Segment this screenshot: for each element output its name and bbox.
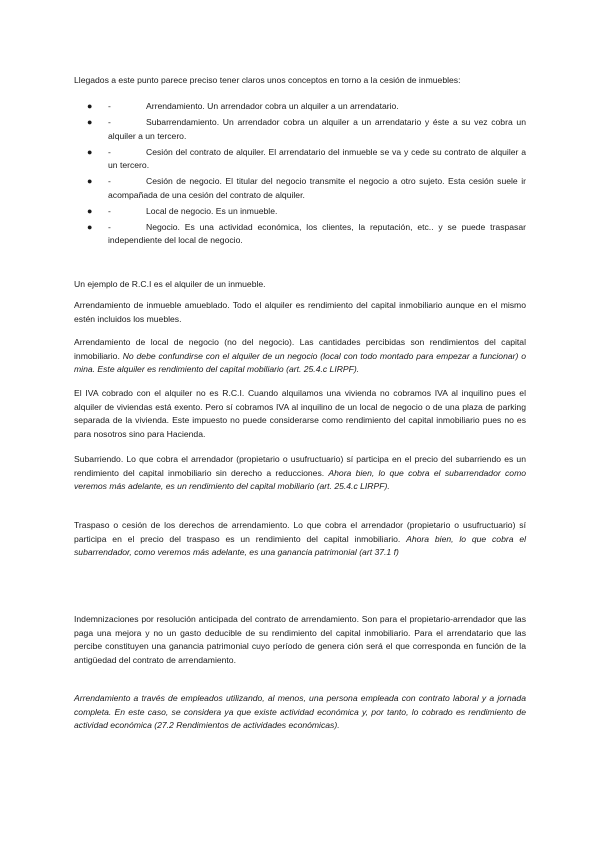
dash-marker: - [108, 101, 111, 111]
bullet-icon: ● [87, 146, 93, 157]
list-item [74, 175, 526, 202]
intro-paragraph: Llegados a este punto parece preciso tener claros unos conceptos en torno a la cesión de inmuebles: [74, 75, 461, 85]
transfer-note: Ahora bien, lo que cobra el subarrendador, como veremos más adelante, es una ganancia patrimonial (art 37.1 f) [74, 533, 527, 557]
employee-rental-paragraph [74, 692, 526, 733]
business-premises-paragraph [74, 336, 526, 377]
transfer-text: Traspaso o cesión de los derechos de arrendamiento. Lo que cobra el arrendador (propietario o usufructuario) sí participa en el precio del traspaso es un rendimiento del capital inmobiliario. [74, 520, 526, 544]
list-item-text: Local de negocio. Es un inmueble. [146, 205, 278, 216]
dash-marker: - [108, 205, 111, 216]
business-premises-text: Arrendamiento de local de negocio (no del negocio). Las cantidades percibidas son rendimientos del capital inmobiliario. [74, 337, 526, 361]
transfer-paragraph [74, 519, 526, 560]
list-item-text: Negocio. Es una actividad económica, los clientes, la reputación, etc.. y se puede traspasar independiente del local de negocio. [108, 221, 526, 245]
list-item [74, 100, 526, 114]
iva-paragraph: El IVA cobrado con el alquiler no es R.C.I. Cuando alquilamos una vivienda no cobramos IVA al inquilino pues el alquiler de viviendas está exento. Pero sí cobramos IVA al inquilino de un local de negocio o de una plaza de parking separada de la vivienda. Este impuesto no puede considerarse como rendimiento del capital inmobiliario pues no es para nosotros sino para Hacienda. [74, 388, 526, 439]
business-premises-note: No debe confundirse con el alquiler de un negocio (local con todo montado para empezar a funcionar) o mina. Este alquiler es rendimiento del capital mobiliario (art. 25.4.c LIRPF). [74, 350, 526, 374]
list-item [74, 205, 526, 219]
employee-rental-text: Arrendamiento a través de empleados utilizando, al menos, una persona empleada con contrato laboral y a jornada completa. En este caso, se considera ya que existe actividad económica y, por tanto, lo cobrado es rendimiento de actividad económica (27.2 Rendimientos de actividades económicas). [74, 693, 526, 730]
example-paragraph: Un ejemplo de R.C.I es el alquiler de un inmueble. [74, 279, 266, 289]
sublease-text: Subarriendo. Lo que cobra el arrendador (propietario o usufructuario) sí participa en el precio del subarriendo es un rendimiento del capital inmobiliario sin derecho a reducciones. [74, 454, 526, 478]
list-item-text: Cesión del contrato de alquiler. El arrendatario del inmueble se va y cede su contrato de alquiler a un tercero. [108, 146, 526, 170]
furnished-rental-paragraph: Arrendamiento de inmueble amueblado. Todo el alquiler es rendimiento del capital inmobiliario aunque en el mismo estén incluidos los muebles. [74, 300, 526, 324]
list-item [74, 116, 526, 143]
dash-marker: - [108, 176, 111, 186]
list-item-text: Arrendamiento. Un arrendador cobra un alquiler a un arrendatario. [146, 101, 399, 111]
dash-marker: - [108, 221, 111, 232]
bullet-icon: ● [87, 101, 93, 111]
indemnities-paragraph: Indemnizaciones por resolución anticipada del contrato de arrendamiento. Son para el propietario-arrendador que las paga una mejora y no un gasto deducible de su rendimiento del capital inmobiliario. Para el arrendatario que las percibe constituyen una ganancia patrimonial cuyo período de genera ción será el que corresponda en función de la antigüedad del contrato de arrendamiento. [74, 614, 526, 665]
bullet-icon: ● [87, 205, 93, 216]
bullet-icon: ● [87, 176, 93, 186]
bullet-icon: ● [87, 221, 93, 232]
list-item-text: Cesión de negocio. El titular del negocio transmite el negocio a otro sujeto. Esta cesión suele ir acompañada de una cesión del contrato de alquiler. [108, 176, 526, 200]
sublease-paragraph [74, 453, 526, 494]
dash-marker: - [108, 146, 111, 157]
concepts-list [74, 100, 526, 250]
sublease-note: Ahora bien, lo que cobra el subarrendador como veremos más adelante, es un rendimiento del capital mobiliario (art. 25.4.c LIRPF). [74, 467, 527, 491]
bullet-icon: ● [87, 117, 93, 127]
list-item-text: Subarrendamiento. Un arrendador cobra un alquiler a un arrendatario y éste a su vez cobra un alquiler a un tercero. [108, 117, 526, 141]
list-item [74, 146, 526, 173]
list-item [74, 221, 526, 248]
dash-marker: - [108, 117, 111, 127]
